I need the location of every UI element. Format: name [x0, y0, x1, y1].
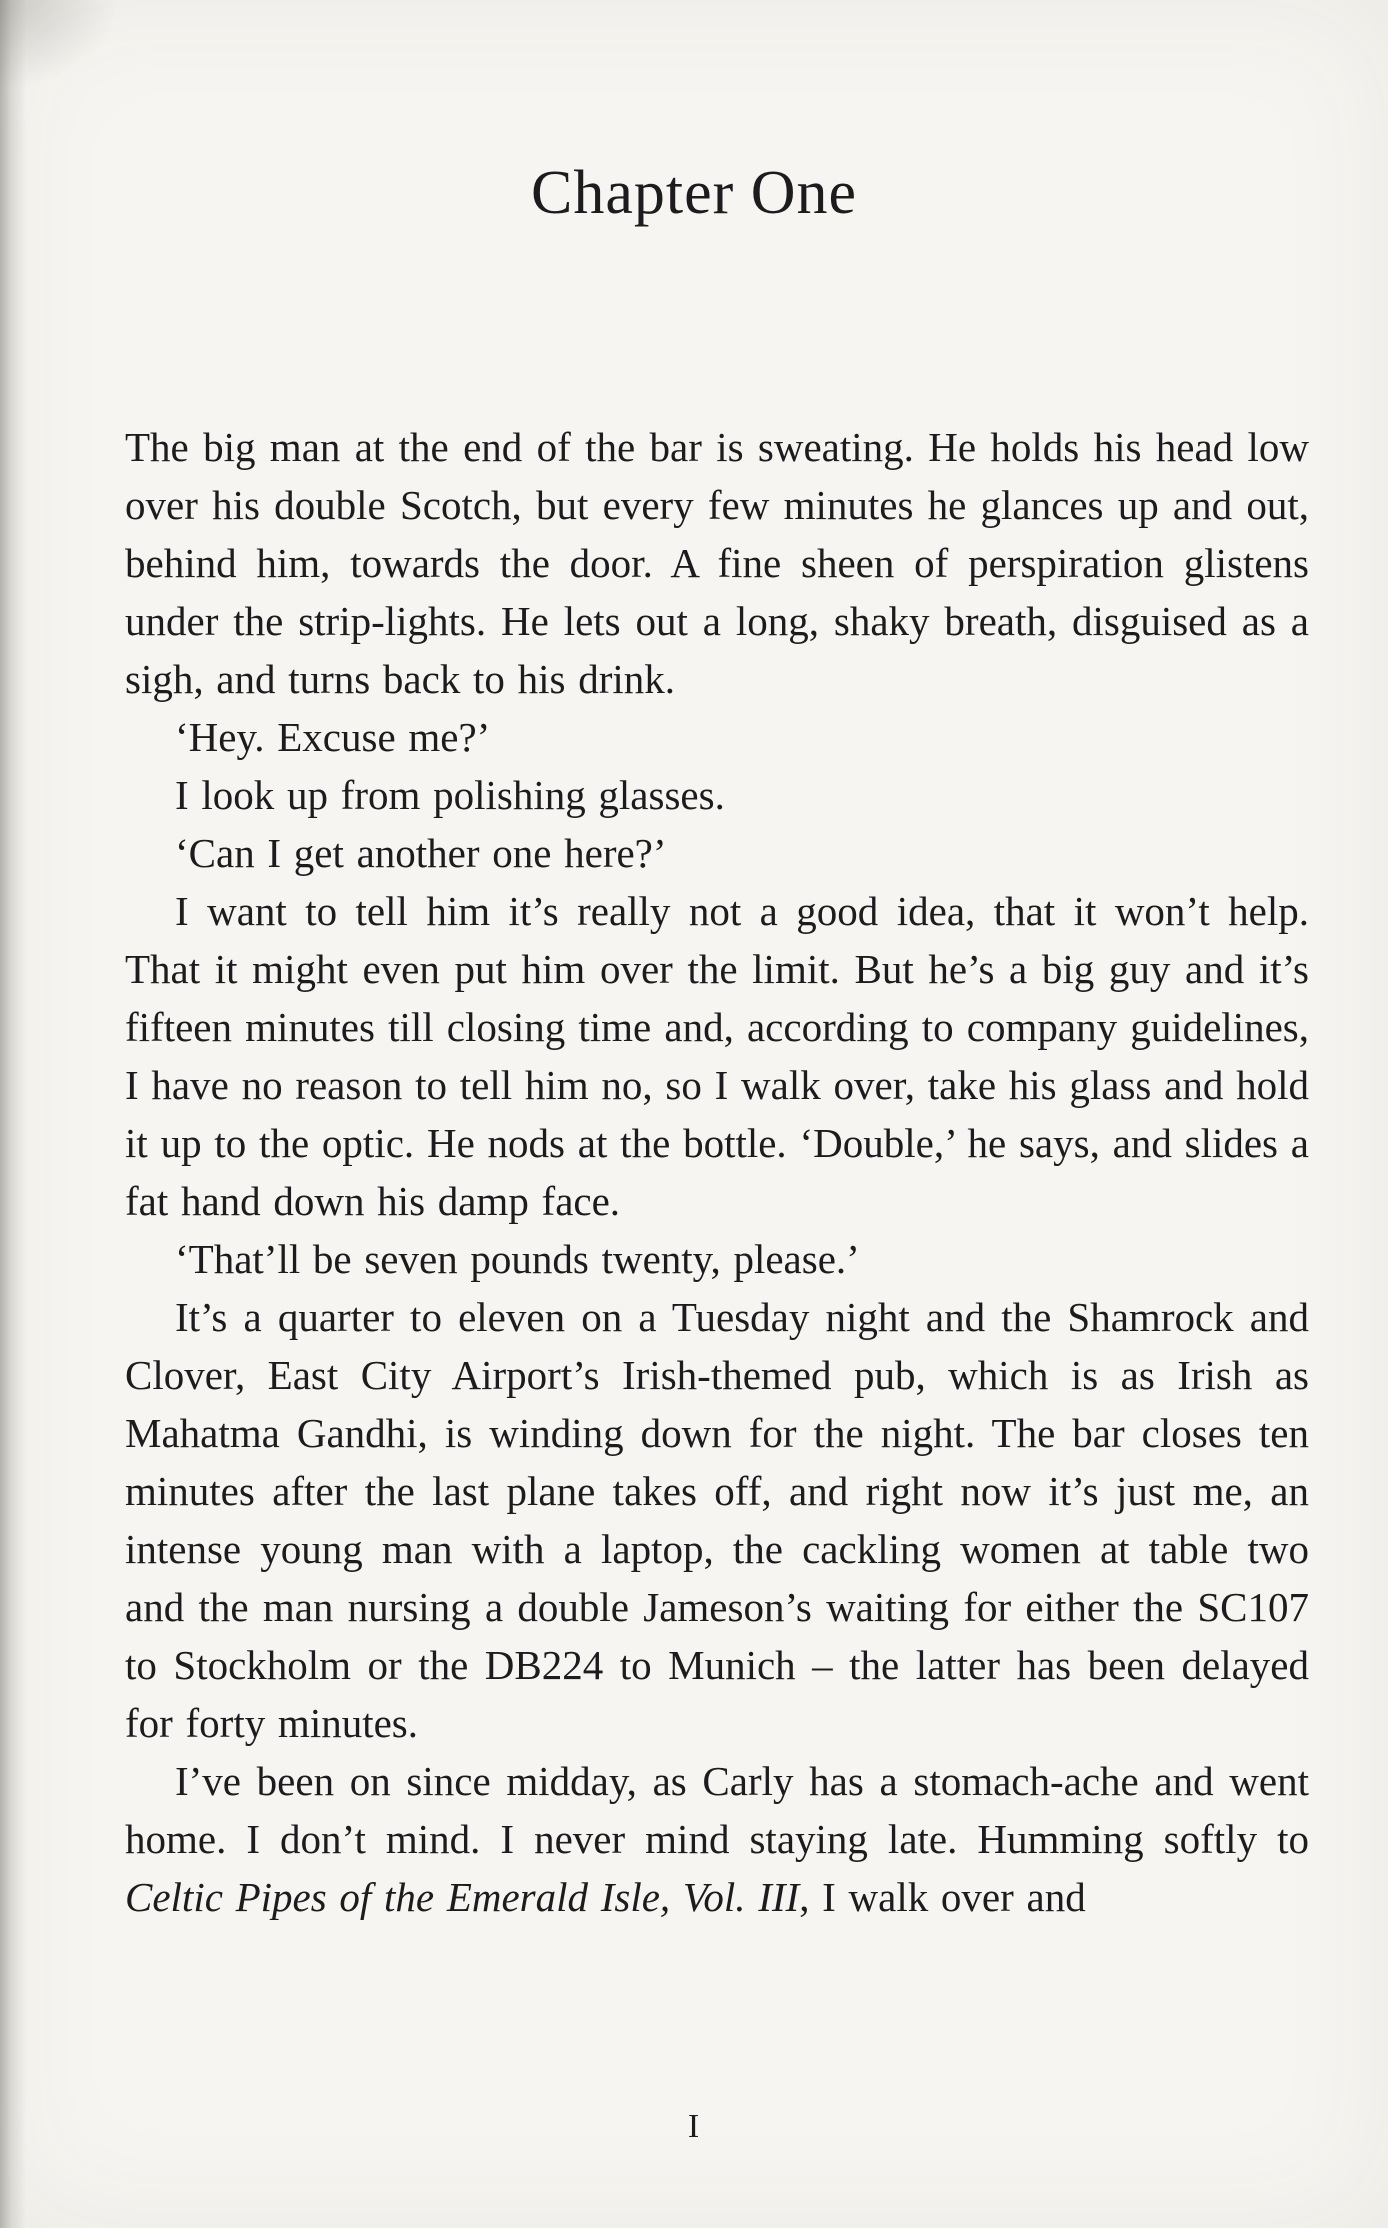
paragraph-narration: It’s a quarter to eleven on a Tuesday night and the Shamrock and Clover, East City Airport’s Irish-themed pub, which is as Irish as Mahatma Gandhi, is winding down for the night. The bar closes ten minutes after the last plane takes off, and right now it’s just me, an intense young man with a laptop, the cackling women at table two and the man nursing a double Jameson’s waiting for either the SC107 to Stockholm or the DB224 to Munich – the latter has been delayed for forty minutes.: [125, 1294, 1309, 1746]
paragraph-dialogue: ‘Can I get another one here?’: [175, 830, 667, 876]
paragraph-dialogue: ‘That’ll be seven pounds twenty, please.’: [175, 1236, 860, 1282]
chapter-title: Chapter One: [530, 159, 858, 227]
paragraph-narration: I want to tell him it’s really not a good idea, that it won’t help. That it might even put him over the limit. But he’s a big guy and it’s fifteen minutes till closing time and, according to company guidelines, I have no reason to tell him no, so I walk over, take his glass and hold it up to the optic. He nods at the bottle. ‘Double,’ he says, and slides a fat hand down his damp face.: [125, 888, 1309, 1224]
paragraph-dialogue: ‘Hey. Excuse me?’: [175, 714, 491, 760]
paragraph-narration: [125, 1752, 1309, 1926]
album-title-italic: Celtic Pipes of the Emerald Isle, Vol. III: [125, 1874, 800, 1920]
paragraph-text: , I walk over and: [799, 1874, 1086, 1920]
page-body: [125, 418, 1309, 1926]
page-number: I: [687, 2108, 701, 2145]
page-corner-shadow: [0, 0, 120, 90]
paragraph-narration: I look up from polishing glasses.: [175, 772, 725, 818]
paragraph-text: I’ve been on since midday, as Carly has a stomach-ache and went home. I don’t mind. I never mind staying late. Humming softly to: [125, 1758, 1309, 1862]
page-edge-shadow: [0, 0, 26, 2228]
paragraph-opening: The big man at the end of the bar is sweating. He holds his head low over his double Scotch, but every few minutes he glances up and out, behind him, towards the door. A fine sheen of perspiration glistens under the strip-lights. He lets out a long, shaky breath, disguised as a sigh, and turns back to his drink.: [125, 424, 1309, 702]
